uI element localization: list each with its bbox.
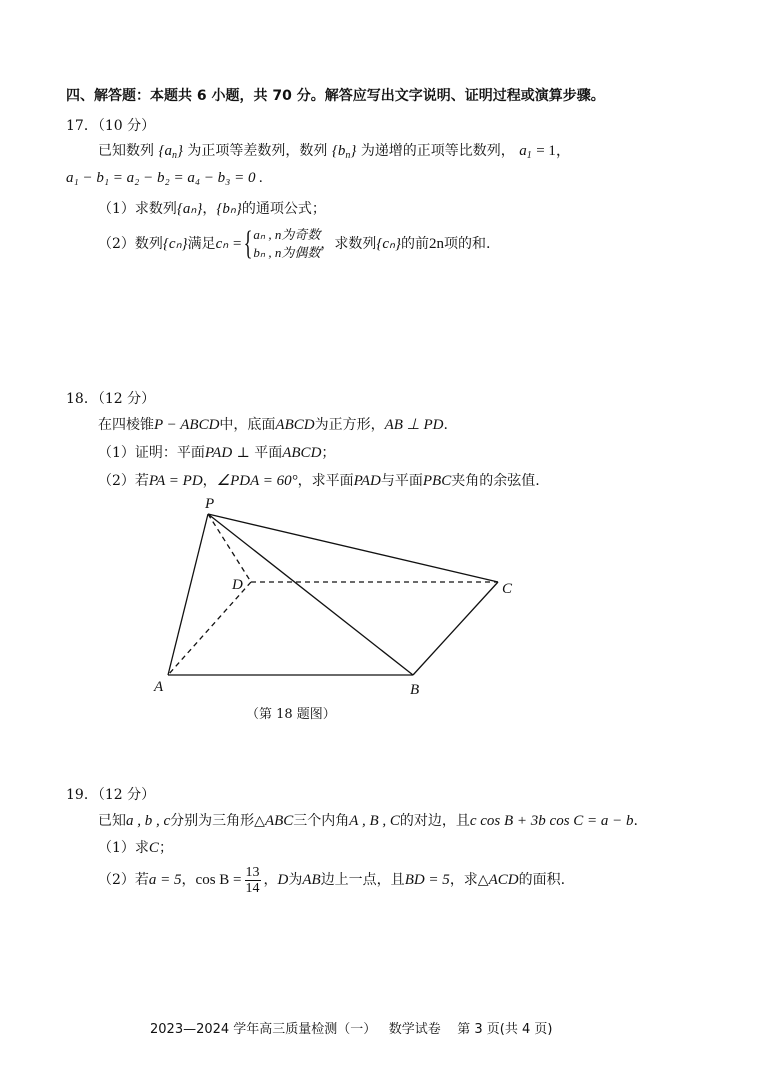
q19-abc: ABC [264, 813, 294, 829]
q19-part1-end: ； [158, 840, 173, 856]
q18-stem [98, 415, 448, 435]
q19-part2 [98, 862, 565, 898]
q17-part2-mid: 满足 [187, 236, 216, 252]
q19-p2-cos: cos B = [195, 872, 242, 888]
q17-part2-c: {cₙ} [162, 236, 188, 252]
q18-part1 [98, 443, 335, 463]
q19-text: 分别为三角形△ [170, 813, 265, 829]
q18-p1-end: ； [321, 445, 336, 461]
q18-text: 在四棱锥 [98, 417, 154, 433]
q17-condition: a₁ − b₁ = a₂ − b₂ = a₄ − b₃ = 0 . [66, 170, 264, 186]
q17-part2-c2: {cₙ} [376, 236, 401, 252]
q18-p2-pad: PAD [353, 473, 381, 489]
q17-seq-b-base: {b [331, 143, 346, 159]
q17-part2-cn: cₙ = [215, 236, 243, 252]
q19-p2-comma2: ， [263, 872, 278, 888]
q17-case-odd: aₙ , n为奇数 [253, 227, 321, 242]
label-D: D [232, 577, 243, 593]
q17-text: 为正项等差数列，数列 [187, 143, 328, 159]
q18-p2-mid: ，求平面 [297, 473, 354, 489]
q19-part1 [98, 838, 173, 858]
q17-seq-a [158, 143, 183, 159]
q18-score: （12 分） [97, 391, 156, 407]
q17-seq-a-base: {a [158, 143, 172, 159]
q18-pyramid: P − ABCD [154, 417, 220, 433]
q17-stem-line1 [98, 141, 571, 166]
q17-seq-b [332, 143, 357, 159]
section-heading: 四、解答题：本题共 6 小题，共 70 分。解答应写出文字说明、证明过程或演算步骤。 [66, 88, 605, 104]
q19-part2-label: （2）若 [98, 872, 149, 888]
q18-p1-abcd: ABCD [282, 445, 322, 461]
q19-part1-c: C [148, 840, 159, 856]
q19-equation: c cos B + 3b cos C = a − b [469, 813, 634, 829]
q19-p2-acd: ACD [488, 872, 519, 888]
edge-DA [168, 582, 251, 675]
q17-left-brace: { [243, 225, 253, 262]
q17-part2-label: （2）数列 [98, 236, 163, 252]
q17-part2-tail3: 项的和. [443, 236, 491, 252]
q17-header [66, 116, 155, 136]
q17-a1-base: a [519, 143, 527, 159]
q17-part1-mid: ， [202, 201, 217, 217]
label-C: C [502, 581, 513, 597]
q18-p2-with: 与平面 [380, 473, 423, 489]
q17-score: （10 分） [97, 118, 156, 134]
q19-vars: a , b , c [126, 813, 171, 829]
q18-text: . [443, 417, 448, 433]
q19-fraction [245, 865, 261, 896]
q19-text: . [633, 813, 638, 829]
q18-pyramid-figure [150, 496, 530, 696]
q18-p2-angle: ∠PDA = 60° [216, 473, 298, 489]
q17-part1-a: {aₙ} [176, 201, 203, 217]
q19-p2-mid3: ，求△ [449, 872, 489, 888]
q18-part2 [98, 471, 540, 491]
q17-a1-eq: = 1， [536, 143, 571, 159]
label-A: A [154, 679, 164, 695]
q17-cases [253, 226, 320, 262]
q19-p2-end: 的面积. [518, 872, 566, 888]
edge-PA [168, 514, 208, 675]
q17-part1-label: （1）求数列 [98, 201, 177, 217]
q18-p2-comma: ， [202, 473, 217, 489]
q17-seq-a-close: } [176, 143, 183, 159]
q18-p1-perp: ⊥ 平面 [232, 445, 283, 461]
edge-BC [413, 582, 498, 675]
q19-p2-ab: AB [302, 872, 321, 888]
q19-p2-d: D [277, 872, 289, 888]
q19-p2-mid2: 边上一点，且 [320, 872, 405, 888]
q19-p2-comma: ， [181, 872, 196, 888]
q19-angles: A , B , C [349, 813, 400, 829]
q17-a1 [519, 143, 532, 159]
label-P: P [205, 496, 215, 512]
q17-part2 [98, 226, 490, 262]
q19-stem [98, 811, 638, 831]
page-footer: 2023—2024 学年高三质量检测（一） 数学试卷 第 3 页(共 4 页) [150, 1022, 553, 1037]
q19-fraction-numerator: 13 [245, 864, 260, 880]
q18-part1-label: （1）证明：平面 [98, 445, 205, 461]
q18-header [66, 389, 155, 409]
q17-part1-end: 的通项公式； [241, 201, 326, 217]
q18-base: ABCD [275, 417, 315, 433]
q18-text: 中，底面 [219, 417, 276, 433]
q19-text: 已知 [98, 813, 126, 829]
q18-figure-caption: （第 18 题图） [246, 707, 336, 722]
q17-part2-2n: 2n [428, 236, 444, 252]
edge-PD [208, 514, 251, 582]
q19-text: 三个内角 [293, 813, 350, 829]
label-B: B [410, 682, 420, 696]
q19-p2-a: a = 5 [148, 872, 182, 888]
q17-seq-b-close: } [350, 143, 357, 159]
q18-p1-pad: PAD [204, 445, 233, 461]
q18-p2-pbc: PBC [422, 473, 452, 489]
q19-p2-bd: BD = 5 [404, 872, 450, 888]
q17-part2-tail2: 的前 [400, 236, 429, 252]
q17-text: 为递增的正项等比数列， [360, 143, 515, 159]
q17-seq-a-sub: n [171, 150, 177, 161]
q17-part1 [98, 199, 326, 219]
q18-perp: AB ⊥ PD [384, 417, 444, 433]
q17-number: 17． [66, 118, 98, 134]
q17-part1-b: {bₙ} [216, 201, 242, 217]
q19-score: （12 分） [97, 787, 156, 803]
q17-seq-b-sub: n [345, 150, 351, 161]
q17-a1-sub: 1 [526, 150, 532, 161]
q18-text: 为正方形， [314, 417, 385, 433]
q18-p2-eq: PA = PD [148, 473, 203, 489]
q19-text: 的对边，且 [399, 813, 470, 829]
q17-case-even: bₙ , n为偶数 [253, 245, 321, 260]
q18-number: 18． [66, 391, 98, 407]
q19-p2-mid: 为 [288, 872, 303, 888]
q18-p2-end: 夹角的余弦值. [451, 473, 540, 489]
q18-part2-label: （2）若 [98, 473, 149, 489]
q17-part2-tail1: ，求数列 [320, 236, 377, 252]
q19-part1-label: （1）求 [98, 840, 149, 856]
q17-text: 已知数列 [98, 143, 154, 159]
q19-header [66, 785, 155, 805]
q19-number: 19． [66, 787, 98, 803]
q19-fraction-denominator: 14 [245, 880, 260, 896]
